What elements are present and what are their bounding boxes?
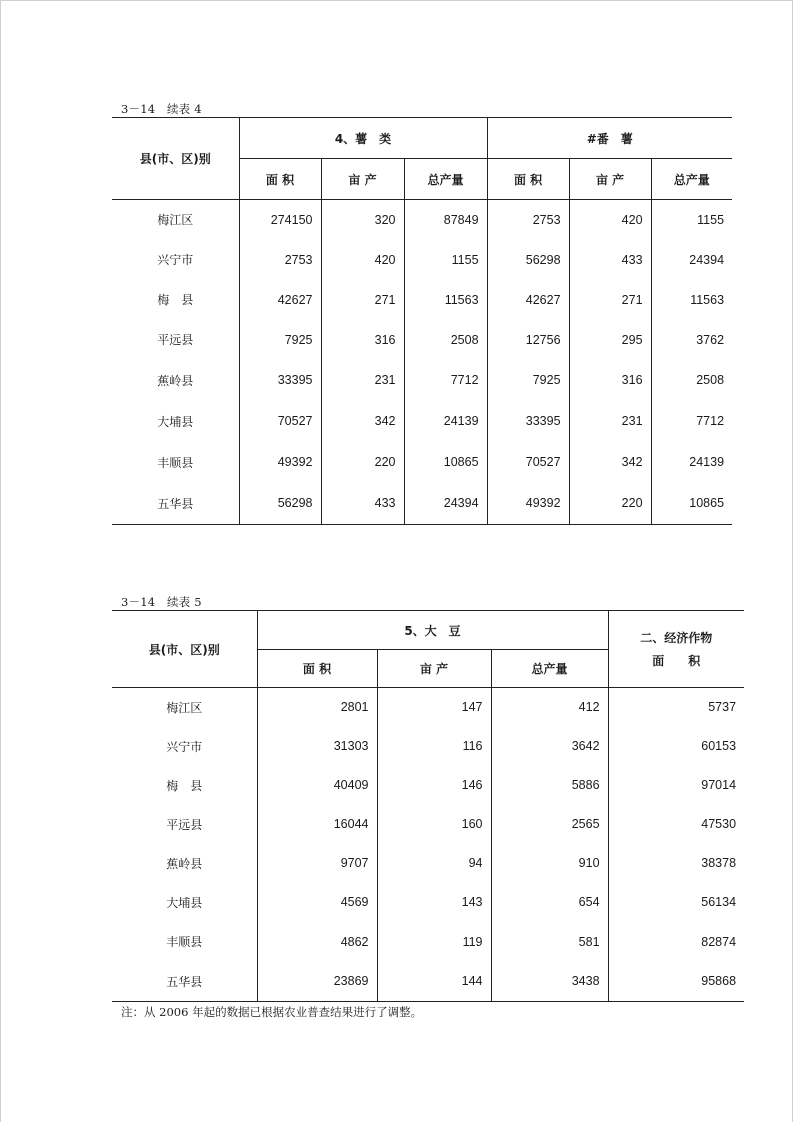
table5-cell: 412 [491, 688, 608, 727]
table4-cell: 49392 [487, 483, 569, 525]
table5-cell: 654 [491, 883, 608, 922]
table4-stub-header: 县(市、区)别 [112, 118, 239, 200]
page-border-left [0, 0, 1, 1122]
table5-cell: 23869 [257, 962, 377, 1002]
table5-cell: 910 [491, 844, 608, 883]
table4-cell: 433 [569, 240, 651, 280]
table4-cell: 220 [569, 483, 651, 525]
table4-row [112, 320, 732, 360]
table5-row [112, 883, 744, 922]
table5-economic-crops-title: 二、经济作物 [640, 631, 713, 645]
table5-group-da-dou: 5、大 豆 [257, 611, 608, 650]
table4-cell: 10865 [651, 483, 732, 525]
table4-cell: 87849 [404, 200, 487, 240]
table5-region-name: 平远县 [166, 817, 203, 832]
table4-cell: 316 [569, 360, 651, 401]
table5-footnote: 注：从 2006 年起的数据已根据农业普查结果进行了调整。 [121, 1005, 423, 1019]
table5-cell: 97014 [608, 766, 744, 805]
table4-group-shu-lei: 4、薯 类 [239, 118, 487, 159]
table4-cell: 1155 [651, 200, 732, 240]
table4-cell: 1155 [404, 240, 487, 280]
table5-row [112, 688, 744, 727]
table5-cell: 4862 [257, 922, 377, 962]
table5-cell: 2565 [491, 805, 608, 844]
table4-col-header: 亩 产 [569, 159, 651, 200]
table4-cell: 342 [569, 442, 651, 483]
table5-caption: 3－14 续表 5 [121, 595, 202, 609]
table5-cell: 31303 [257, 727, 377, 766]
table4-cell: 420 [321, 240, 404, 280]
table4-cell: 12756 [487, 320, 569, 360]
table5-region-name: 大埔县 [166, 895, 203, 910]
table4-cell: 2508 [651, 360, 732, 401]
table4-cell: 220 [321, 442, 404, 483]
table4-cell: 2753 [239, 240, 321, 280]
table4-cell: 3762 [651, 320, 732, 360]
table4-region-name: 蕉岭县 [157, 373, 194, 388]
table4-col-header: 亩 产 [321, 159, 404, 200]
table5-cell: 581 [491, 922, 608, 962]
table5-economic-crops-area: 面 积 [652, 654, 701, 668]
table5-cell: 160 [377, 805, 491, 844]
table4-cell: 316 [321, 320, 404, 360]
table4-row [112, 240, 732, 280]
table5-cell: 9707 [257, 844, 377, 883]
table4-cell: 2508 [404, 320, 487, 360]
table4-cell: 7925 [487, 360, 569, 401]
table4-cell: 24394 [651, 240, 732, 280]
table5-region-name: 五华县 [112, 962, 257, 1002]
table4-cell: 271 [321, 280, 404, 320]
table5-row [112, 962, 744, 1002]
table4-cell: 7712 [404, 360, 487, 401]
table5-region-name: 梅江区 [166, 700, 203, 715]
table5-row [112, 805, 744, 844]
table5-cell: 40409 [257, 766, 377, 805]
table4-cell: 42627 [239, 280, 321, 320]
table5-cell: 16044 [257, 805, 377, 844]
table4-cell: 7712 [651, 401, 732, 442]
table4-row [112, 360, 732, 401]
table4-cell: 33395 [239, 360, 321, 401]
table4-region-name: 五华县 [112, 483, 239, 525]
table5-region-name: 兴宁市 [166, 739, 203, 754]
table4-cell: 24139 [651, 442, 732, 483]
table4-cell: 274150 [239, 200, 321, 240]
table4-cell: 56298 [239, 483, 321, 525]
table4-cell: 7925 [239, 320, 321, 360]
table5-cell: 4569 [257, 883, 377, 922]
table5-region-name: 梅 县 [166, 778, 203, 793]
table4-row [112, 280, 732, 320]
table4-cell: 10865 [404, 442, 487, 483]
table5-cell: 94 [377, 844, 491, 883]
table4-cell: 70527 [487, 442, 569, 483]
table4-cell: 231 [321, 360, 404, 401]
table4-col-header: 面 积 [487, 159, 569, 200]
table5-row [112, 727, 744, 766]
table5-cell: 5737 [608, 688, 744, 727]
table4-cell: 320 [321, 200, 404, 240]
table4-cell: 231 [569, 401, 651, 442]
table5-cell: 2801 [257, 688, 377, 727]
table4-region-name: 丰顺县 [157, 455, 194, 470]
table5-col-header: 亩 产 [377, 650, 491, 688]
table5-cell: 144 [377, 962, 491, 1002]
table4-caption: 3－14 续表 4 [121, 102, 202, 116]
table4-cell: 33395 [487, 401, 569, 442]
table4-row [112, 401, 732, 442]
table5-cell: 3642 [491, 727, 608, 766]
table5-row [112, 844, 744, 883]
table5-cell: 82874 [608, 922, 744, 962]
table4-cell: 11563 [404, 280, 487, 320]
table5-col-header: 面 积 [257, 650, 377, 688]
table5 [112, 610, 744, 1002]
page-border-top [0, 0, 793, 1]
table4-cell: 271 [569, 280, 651, 320]
table5-cell: 3438 [491, 962, 608, 1002]
table5-cell: 116 [377, 727, 491, 766]
table4-region-name: 平远县 [157, 333, 194, 347]
table4-region-name: 梅江区 [157, 213, 194, 228]
table5-cell: 95868 [608, 962, 744, 1002]
table4-col-header: 面 积 [239, 159, 321, 200]
table4-cell: 342 [321, 401, 404, 442]
table5-region-name: 丰顺县 [166, 935, 203, 949]
table4-cell: 70527 [239, 401, 321, 442]
table4-region-name: 大埔县 [157, 414, 194, 429]
table5-cell: 119 [377, 922, 491, 962]
table4-row [112, 200, 732, 240]
table5-stub-header: 县(市、区)别 [112, 611, 257, 688]
table4-region-name: 兴宁市 [157, 253, 194, 267]
table4-cell: 24394 [404, 483, 487, 525]
table4-cell: 24139 [404, 401, 487, 442]
table4-cell: 49392 [239, 442, 321, 483]
table4-col-header: 总产量 [404, 159, 487, 200]
table5-cell: 5886 [491, 766, 608, 805]
table5-cell: 38378 [608, 844, 744, 883]
table5-row [112, 922, 744, 962]
table4-cell: 433 [321, 483, 404, 525]
table4 [112, 117, 732, 525]
table4-cell: 11563 [651, 280, 732, 320]
table4-region-name: 梅 县 [157, 293, 194, 307]
table4-row [112, 442, 732, 483]
table5-cell: 143 [377, 883, 491, 922]
table5-region-name: 蕉岭县 [166, 856, 203, 871]
table5-group-economic-crops [608, 611, 744, 688]
table4-cell: 56298 [487, 240, 569, 280]
table5-row [112, 766, 744, 805]
table5-cell: 146 [377, 766, 491, 805]
table4-cell: 295 [569, 320, 651, 360]
table5-cell: 56134 [608, 883, 744, 922]
table4-row [112, 483, 732, 525]
table4-col-header: 总产量 [651, 159, 732, 200]
table5-cell: 60153 [608, 727, 744, 766]
table4-cell: 420 [569, 200, 651, 240]
table4-cell: 2753 [487, 200, 569, 240]
table4-group-fan-shu: #番 薯 [487, 118, 732, 159]
table5-col-header: 总产量 [491, 650, 608, 688]
table4-cell: 42627 [487, 280, 569, 320]
table5-cell: 47530 [608, 805, 744, 844]
table5-cell: 147 [377, 688, 491, 727]
